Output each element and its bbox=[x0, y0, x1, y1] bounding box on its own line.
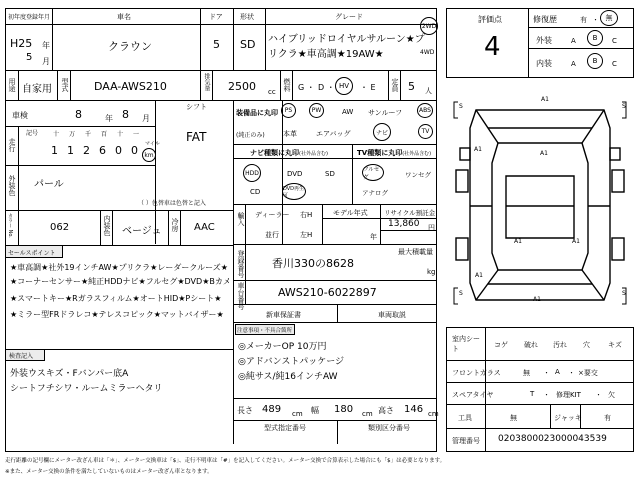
body-shape: SD bbox=[240, 38, 256, 51]
chassis-label: 車台番号 bbox=[237, 282, 245, 310]
height-unit: cm bbox=[428, 410, 439, 418]
seat-item: キズ bbox=[608, 341, 622, 349]
fuel-g: G ・ bbox=[298, 83, 315, 92]
mileage-label: 走行 bbox=[8, 138, 16, 152]
memo-label: 記号 bbox=[26, 130, 39, 137]
sales-points-title: セールスポイント bbox=[8, 250, 56, 257]
repair-yes: 有 bbox=[580, 16, 587, 24]
reg-month-unit: 月 bbox=[42, 57, 50, 66]
spare-item: 修理KIT bbox=[556, 391, 581, 399]
exterior-label: 外装 bbox=[536, 36, 552, 45]
import-label: 輸入 bbox=[237, 212, 245, 226]
repair-none-circle: 無 bbox=[600, 10, 618, 26]
navi-title: ナビ種類に丸印(社外品含む) bbox=[250, 149, 328, 157]
digit-header: 十 bbox=[53, 131, 60, 138]
spare-tire-label: スペアタイヤ bbox=[452, 391, 494, 399]
bracket-s: S bbox=[459, 290, 463, 297]
damage-mark: A1 bbox=[475, 272, 483, 279]
recycle-unit: 円 bbox=[428, 224, 435, 232]
sales-point-line: ★スマートキー★Rガラスフィルム★オートHID★Pシート★ bbox=[10, 294, 222, 303]
width-label: 幅 bbox=[311, 406, 319, 415]
car-name: クラウン bbox=[108, 40, 152, 53]
inspection-month: 8 bbox=[122, 108, 129, 121]
damage-mark: A1 bbox=[474, 146, 482, 153]
capacity-unit: 人 bbox=[425, 87, 432, 95]
seat-item: 破れ bbox=[524, 341, 538, 349]
windshield-item: ×要交 bbox=[578, 369, 598, 377]
tv-fullseg-circle: フルセグ bbox=[362, 164, 384, 181]
windshield-label: フロントガラス bbox=[452, 369, 501, 377]
equip-aw: AW bbox=[342, 108, 354, 116]
length-value: 489 bbox=[262, 404, 282, 415]
footer-note-2: ※また、メーター交換の条件を満たしていないものはメーター改ざん車となります。 bbox=[5, 469, 213, 475]
navi-sd: SD bbox=[325, 170, 335, 178]
note-line: ◎アドバンストパッケージ bbox=[238, 357, 345, 367]
digit-header: 千 bbox=[85, 131, 92, 138]
tv-analog: アナログ bbox=[362, 189, 388, 197]
navi-cd: CD bbox=[250, 188, 261, 196]
max-load-unit: kg bbox=[427, 268, 436, 276]
navi-hdd-circle: HDD bbox=[243, 164, 261, 182]
interior-color: ベージュ bbox=[122, 226, 162, 237]
mileage-digit: 1 bbox=[67, 144, 74, 157]
note-line: ◎メーカーOP 10万円 bbox=[238, 342, 327, 352]
exterior-b-circle: B bbox=[587, 30, 603, 46]
damage-mark: A1 bbox=[514, 238, 522, 245]
fuel-d: D ・ bbox=[318, 83, 335, 92]
capacity-value: 5 bbox=[408, 80, 415, 93]
type-number-label: 型式指定番号 bbox=[264, 424, 306, 432]
fuel-hv-circle: HV bbox=[335, 77, 353, 95]
model-year-label: モデル年式 bbox=[333, 209, 368, 217]
grade-line-1: ハイブリッドロイヤルサルーン★プ bbox=[268, 34, 425, 45]
ac-value: AAC bbox=[194, 222, 215, 233]
grade-label: グレード bbox=[335, 13, 363, 21]
model-value: DAA-AWS210 bbox=[94, 80, 167, 93]
damage-mark: A1 bbox=[541, 96, 549, 103]
door-label: ドア bbox=[209, 13, 223, 21]
height-value: 146 bbox=[404, 404, 424, 415]
tv-oneseg: ワンセグ bbox=[405, 171, 431, 179]
drive-2wd-circle: 2WD bbox=[420, 17, 438, 35]
interior-b-circle: B bbox=[587, 53, 603, 69]
jack-value: 有 bbox=[604, 414, 611, 422]
chassis-value: AWS210-6022897 bbox=[278, 286, 377, 299]
mileage-digit: 6 bbox=[99, 144, 106, 157]
model-label: 型式 bbox=[61, 78, 69, 92]
equip-abs-circle: ABS bbox=[417, 103, 433, 118]
import-right: 右H bbox=[300, 211, 313, 219]
admin-number-value: 0203800023000043539 bbox=[498, 434, 607, 444]
ac-label: 冷房 bbox=[171, 218, 179, 232]
interior-c: C bbox=[612, 60, 617, 68]
tv-title: TV種類に丸印(社外品含む) bbox=[357, 149, 432, 157]
reg-year-unit: 年 bbox=[42, 41, 50, 50]
width-unit: cm bbox=[362, 410, 373, 418]
admin-number-label: 管理番号 bbox=[452, 437, 480, 445]
shift-label: シフト bbox=[186, 103, 207, 111]
digit-header: 一 bbox=[133, 131, 140, 138]
interior-a: A bbox=[571, 60, 576, 68]
mileage-digit: 0 bbox=[115, 144, 122, 157]
seat-item: 穴 bbox=[583, 341, 590, 349]
seat-item: コゲ bbox=[494, 341, 508, 349]
import-dealer: ディーラー bbox=[255, 211, 290, 219]
tools-label: 工具 bbox=[458, 414, 472, 422]
length-unit: cm bbox=[292, 410, 303, 418]
bracket-s: S bbox=[459, 103, 463, 110]
interior-seat-label: 室内シート bbox=[452, 335, 480, 353]
tools-value: 無 bbox=[510, 414, 517, 422]
recycle-value: 13,860 bbox=[388, 219, 420, 229]
equip-sunroof: サンルーフ bbox=[368, 109, 403, 117]
mileage-digits bbox=[45, 126, 141, 165]
drive-4wd: 4WD bbox=[420, 49, 435, 56]
km-circle: km bbox=[142, 148, 156, 162]
equipment-subtitle: (純正のみ) bbox=[236, 132, 265, 139]
reg-month: 5 bbox=[26, 52, 33, 63]
digit-header: 百 bbox=[101, 131, 108, 138]
interior-color-label: 内装色 bbox=[103, 215, 111, 236]
equipment-title: 装備品に丸印 bbox=[236, 109, 278, 117]
fuel-label: 燃料 bbox=[283, 78, 291, 92]
inspection-label: 車検 bbox=[12, 111, 28, 120]
score-value: 4 bbox=[484, 32, 501, 62]
shape-label: 形状 bbox=[240, 13, 254, 21]
windshield-item: 無 bbox=[523, 369, 530, 377]
recycle-label: リサイクル預託金 bbox=[384, 209, 436, 217]
bracket-s: S bbox=[622, 290, 626, 297]
width-value: 180 bbox=[334, 404, 354, 415]
class-number-label: 類別区分番号 bbox=[368, 424, 410, 432]
door-count: 5 bbox=[213, 38, 220, 51]
damage-mark: A1 bbox=[572, 238, 580, 245]
use-label: 用途 bbox=[8, 78, 16, 92]
repair-label: 修復歴 bbox=[533, 15, 557, 24]
grade-line-2: リクラ★車高調★19AW★ bbox=[268, 49, 384, 60]
mileage-digit: 0 bbox=[131, 144, 138, 157]
reg-era: H25 bbox=[10, 37, 33, 50]
color-value: パール bbox=[34, 179, 64, 190]
notes-title: 注意事項・不具合箇所 bbox=[237, 328, 293, 334]
inspector-notes-title: 検査記入 bbox=[9, 353, 34, 360]
equip-airbag: エアバッグ bbox=[316, 130, 351, 138]
car-name-label: 車名 bbox=[117, 13, 131, 21]
spare-item: 欠 bbox=[608, 391, 615, 399]
shift-value: FAT bbox=[186, 130, 207, 144]
fuel-e: ・ E bbox=[360, 83, 376, 92]
equip-leather: 本革 bbox=[283, 130, 297, 138]
mileage-digit: 1 bbox=[51, 144, 58, 157]
sales-point-line: ★コーナーセンサー★純正HDDナビ★フルセグ★DVD★Bカメ bbox=[10, 277, 231, 286]
equip-pw-circle: PW bbox=[309, 103, 324, 118]
windshield-item: A bbox=[555, 368, 560, 376]
model-year-unit: 年 bbox=[370, 233, 377, 241]
max-load-label: 最大積載量 bbox=[398, 248, 433, 256]
equip-ps-circle: PS bbox=[281, 103, 296, 118]
color-note: （ ）色替車は色替と記入 bbox=[138, 200, 206, 207]
digit-header: 万 bbox=[69, 131, 76, 138]
sales-point-line: ★ミラー型FRドラレコ★テレスコピック★マットバイザー★ bbox=[10, 310, 224, 319]
note-line: ◎純サス/純16インチAW bbox=[238, 372, 338, 382]
exterior-a: A bbox=[571, 37, 576, 45]
color-label: 外装色 bbox=[8, 175, 16, 196]
car-damage-diagram bbox=[446, 88, 634, 318]
length-label: 長さ bbox=[237, 406, 253, 415]
spare-item: T bbox=[530, 390, 535, 398]
damage-mark: A1 bbox=[540, 150, 548, 157]
inspector-note-line: シートフチシワ・ルームミラーヘタリ bbox=[10, 384, 163, 394]
seat-item: 汚れ bbox=[553, 341, 567, 349]
inspection-year-unit: 年 bbox=[105, 114, 113, 123]
import-left: 左H bbox=[300, 231, 313, 239]
color-code: 062 bbox=[50, 222, 70, 233]
plate-label: 登録番号 bbox=[237, 250, 245, 278]
jack-label: ジャッキ bbox=[554, 414, 582, 422]
equip-tv-circle: TV bbox=[418, 124, 433, 139]
plate-value: 香川330の8628 bbox=[272, 257, 354, 270]
displacement-label: 排気量 bbox=[203, 73, 210, 91]
first-reg-label: 初年度登録年月 bbox=[8, 14, 51, 21]
score-label: 評価点 bbox=[478, 15, 502, 24]
footer-note-1: 走行距離の記号欄にメーター改ざん車は「＊」、メーター交換車は「$」、走行不明車は「#」を記入してください。メーター交換で合算表示した場合にも「$」は必要となります。 bbox=[5, 458, 446, 464]
damage-mark: A1 bbox=[533, 296, 541, 303]
mileage-unit-mile: マイル bbox=[145, 141, 160, 147]
import-parallel: 並行 bbox=[265, 231, 279, 239]
capacity-label: 定員 bbox=[391, 78, 399, 92]
interior-label: 内装 bbox=[536, 59, 552, 68]
height-label: 高さ bbox=[378, 406, 394, 415]
digit-header: 十 bbox=[117, 131, 124, 138]
navi-dvd: DVD bbox=[287, 170, 303, 178]
sales-point-line: ★車高調★社外19インチAW★プリクラ★レーダークルーズ★ bbox=[10, 263, 228, 272]
mileage-digit: 2 bbox=[83, 144, 90, 157]
new-car-warranty-label: 新車保証書 bbox=[266, 311, 301, 319]
use-value: 自家用 bbox=[22, 84, 52, 95]
color-code-label: カラー No. bbox=[7, 213, 13, 238]
inspector-note-line: 外装ウスキズ・Fバンパー底A bbox=[10, 369, 129, 379]
bracket-s: S bbox=[622, 103, 626, 110]
displacement-value: 2500 bbox=[228, 80, 256, 93]
exterior-c: C bbox=[612, 37, 617, 45]
manual-label: 車両取説 bbox=[378, 311, 406, 319]
equip-navi-circle: ナビ bbox=[373, 123, 391, 141]
inspection-year: 8 bbox=[75, 108, 82, 121]
inspection-month-unit: 月 bbox=[142, 114, 150, 123]
navi-dvd-play-circle: DVD再生可 bbox=[282, 183, 306, 200]
displacement-unit: cc bbox=[268, 88, 276, 96]
